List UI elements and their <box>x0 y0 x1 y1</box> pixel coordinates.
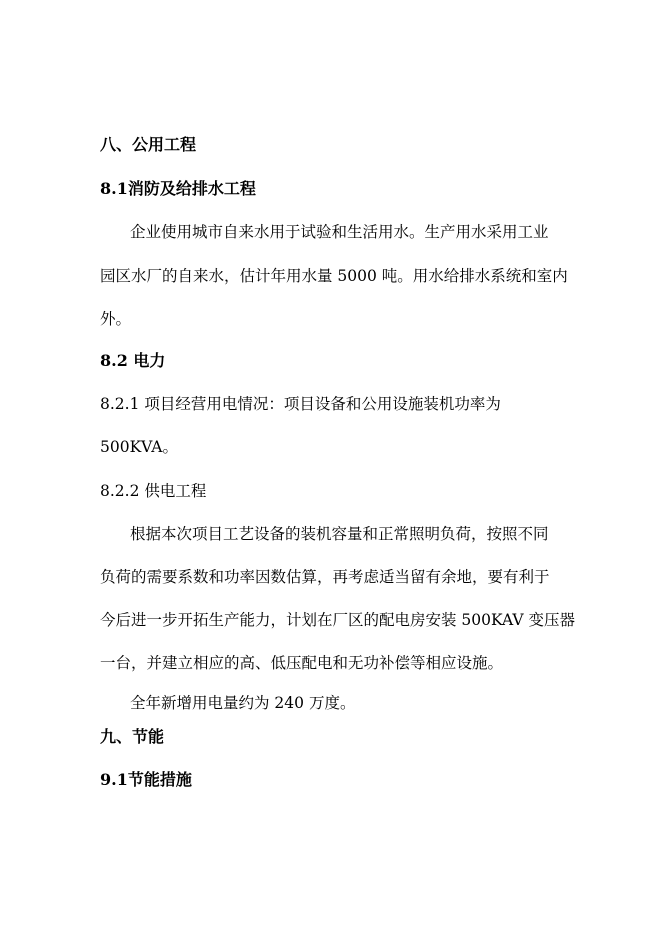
heading-section-8-2: 8.2 电力 <box>100 351 166 370</box>
heading-section-8-1: 8.1消防及给排水工程 <box>100 179 256 198</box>
heading-section-9-1: 9.1节能措施 <box>100 770 192 789</box>
paragraph-8-1-line-1: 企业使用城市自来水用于试验和生活用水。生产用水采用工业 <box>130 223 549 241</box>
paragraph-8-2-1-line-2: 500KVA。 <box>100 438 178 456</box>
paragraph-8-2-1-line-1: 8.2.1 项目经营用电情况：项目设备和公用设施装机功率为 <box>100 395 501 413</box>
paragraph-8-2-2-line-2: 负荷的需要系数和功率因数估算，再考虑适当留有余地，要有利于 <box>100 568 550 586</box>
paragraph-8-2-2-line-1: 根据本次项目工艺设备的装机容量和正常照明负荷，按照不同 <box>130 525 549 543</box>
heading-section-9: 九、节能 <box>100 727 165 746</box>
paragraph-8-2-2-line-4: 一台，并建立相应的高、低压配电和无功补偿等相应设施。 <box>100 654 504 672</box>
paragraph-8-2-2-line-3: 今后进一步开拓生产能力，计划在厂区的配电房安装 500KAV 变压器 <box>100 611 576 629</box>
heading-section-8: 八、公用工程 <box>100 135 197 154</box>
paragraph-8-2-2-annual-usage: 全年新增用电量约为 240 万度。 <box>130 694 356 712</box>
paragraph-8-1-line-3: 外。 <box>100 310 132 328</box>
paragraph-8-1-line-2: 园区水厂的自来水，估计年用水量 5000 吨。用水给排水系统和室内 <box>100 267 568 285</box>
heading-section-8-2-2: 8.2.2 供电工程 <box>100 482 207 500</box>
